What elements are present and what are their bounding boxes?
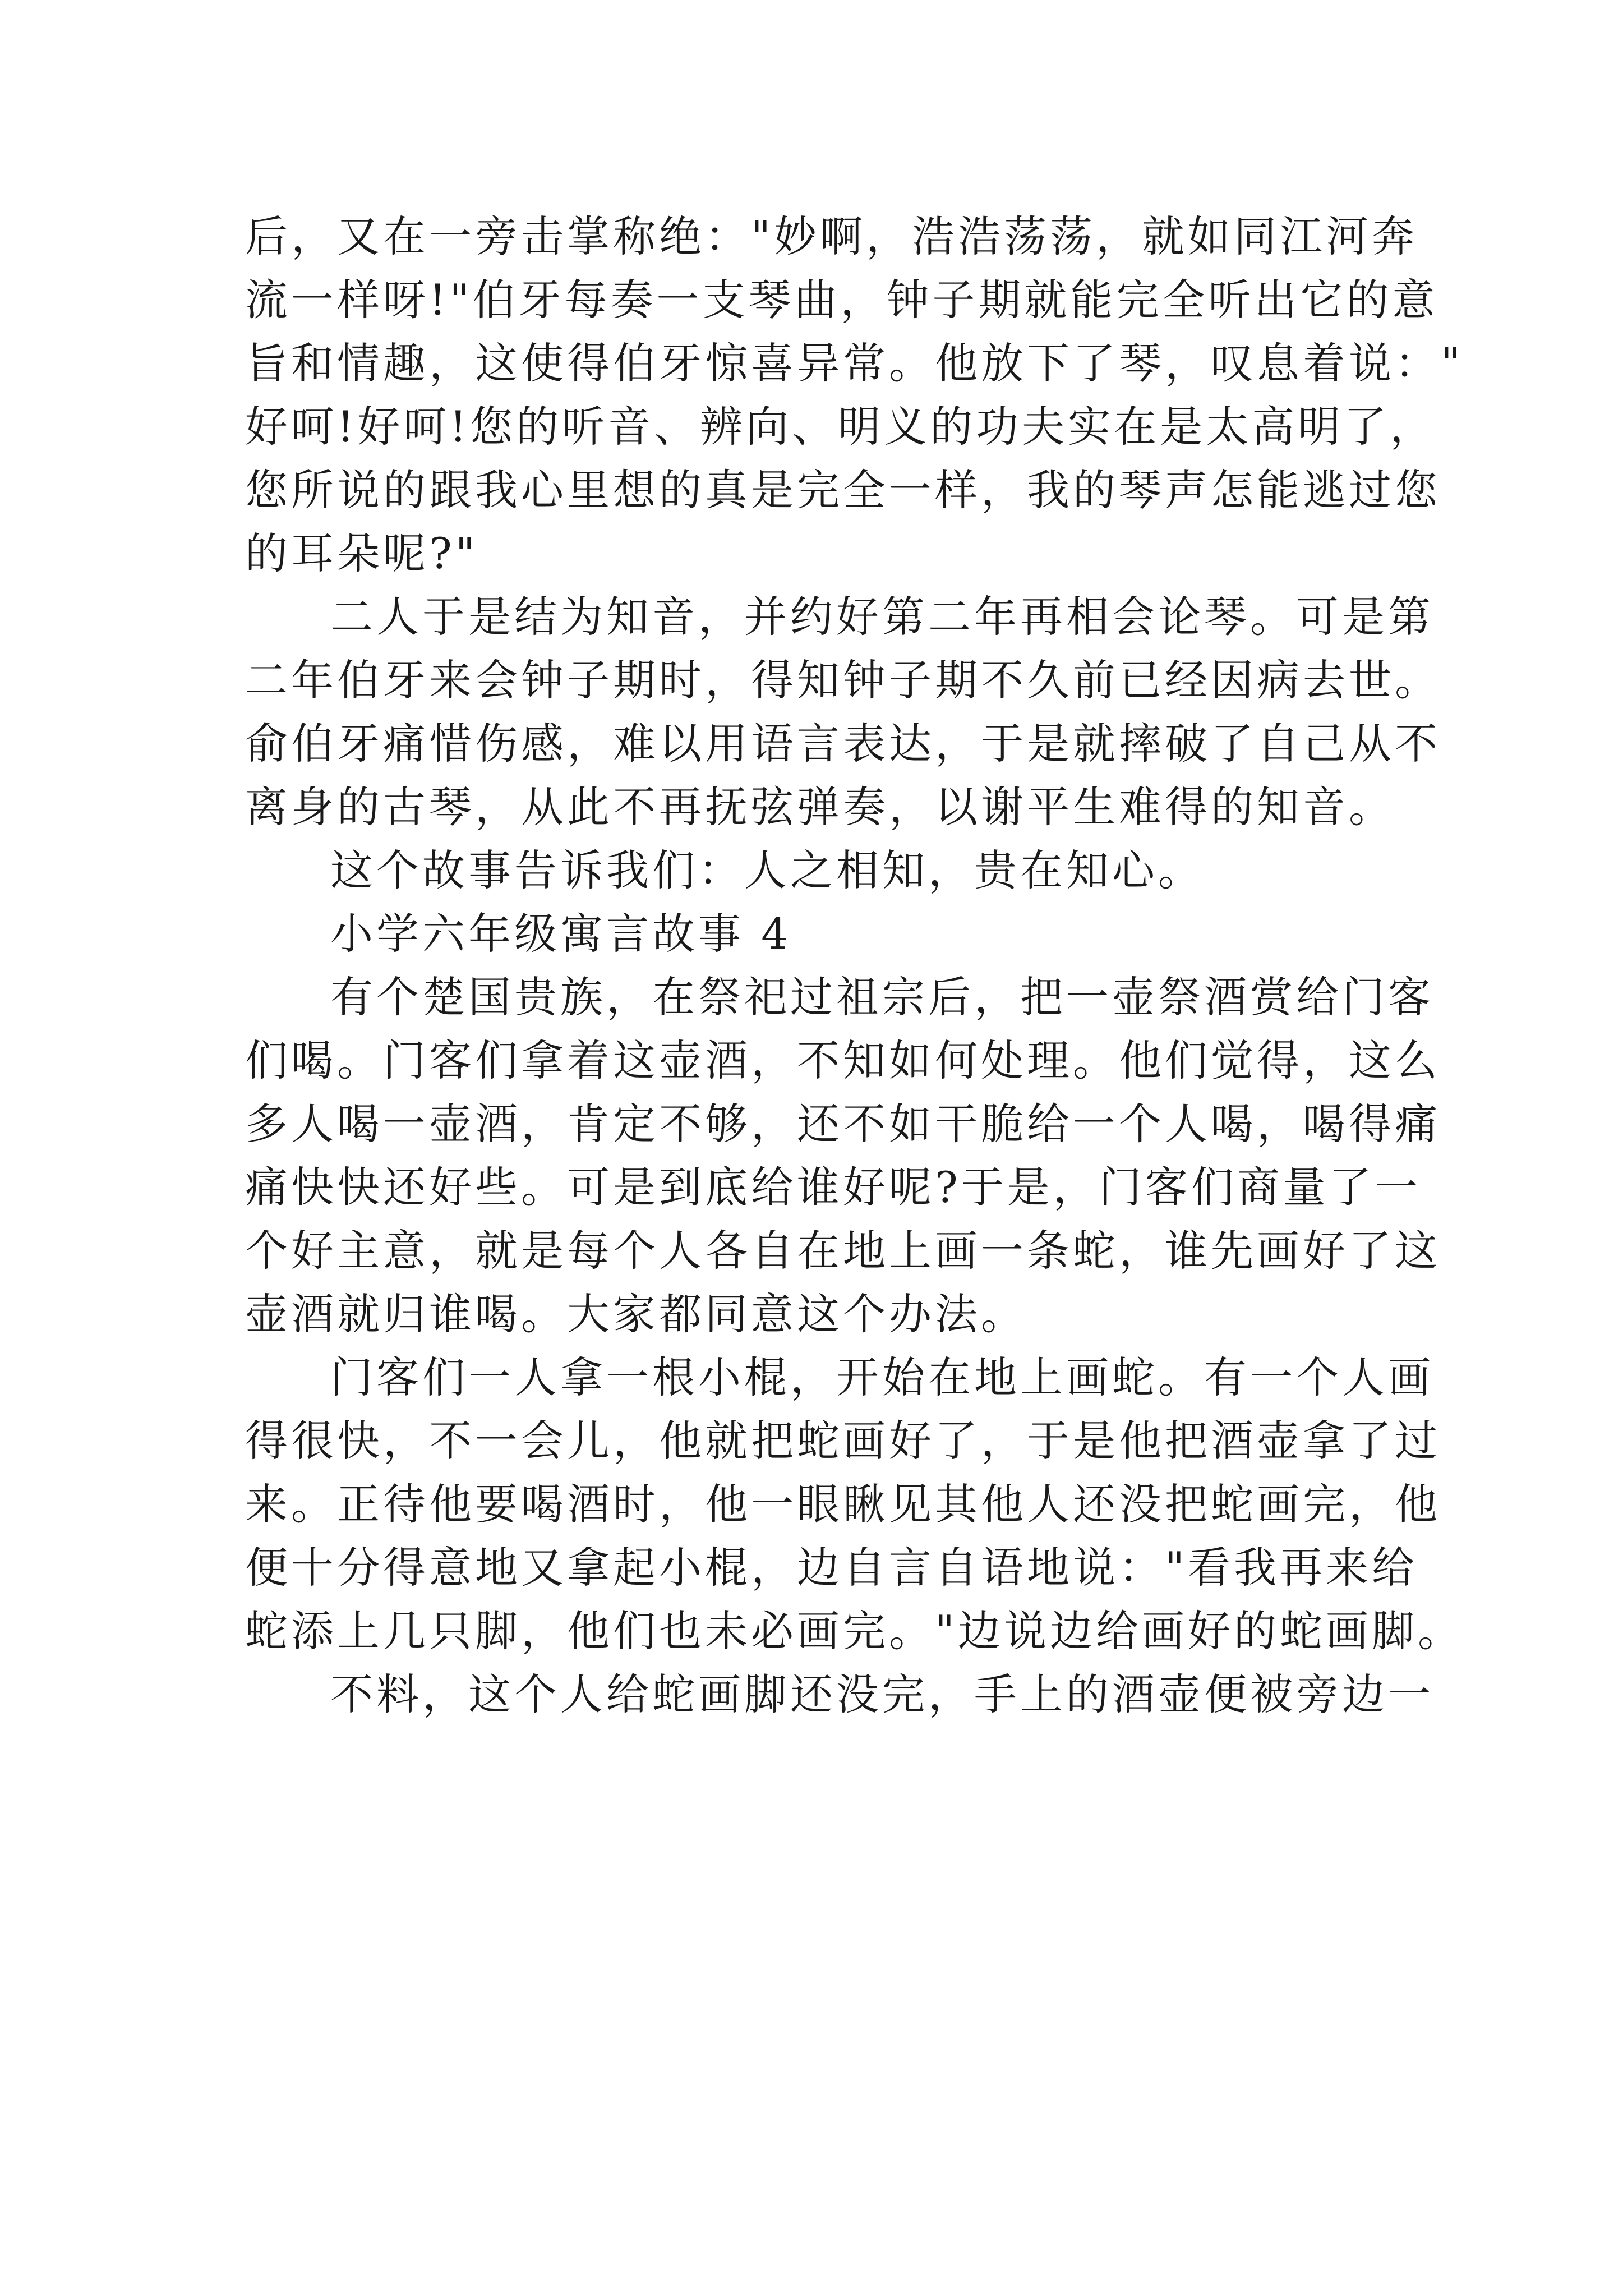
paragraph-start-line: 有个楚国贵族，在祭祀过祖宗后，把一壶祭酒赏给门客 bbox=[330, 972, 1434, 1022]
paragraph-start-line: 二人于是结为知音，并约好第二年再相会论琴。可是第 bbox=[330, 592, 1434, 642]
text-line: 的耳朵呢?" bbox=[245, 528, 478, 578]
paragraph-start-line: 门客们一人拿一根小棍，开始在地上画蛇。有一个人画 bbox=[330, 1352, 1434, 1402]
text-line: 蛇添上几只脚，他们也未必画完。"边说边给画好的蛇画脚。 bbox=[245, 1606, 1464, 1656]
text-line: 个好主意，就是每个人各自在地上画一条蛇，谁先画好了这 bbox=[245, 1226, 1441, 1276]
body-text bbox=[245, 205, 1464, 1726]
text-line: 多人喝一壶酒，肯定不够，还不如干脆给一个人喝，喝得痛 bbox=[245, 1099, 1441, 1149]
text-line: 来。正待他要喝酒时，他一眼瞅见其他人还没把蛇画完，他 bbox=[245, 1479, 1441, 1529]
text-line: 您所说的跟我心里想的真是完全一样，我的琴声怎能逃过您 bbox=[245, 465, 1441, 515]
text-line: 离身的古琴，从此不再抚弦弹奏，以谢平生难得的知音。 bbox=[245, 782, 1395, 832]
text-line: 壶酒就归谁喝。大家都同意这个办法。 bbox=[245, 1289, 1027, 1339]
text-line: 们喝。门客们拿着这壶酒，不知如何处理。他们觉得，这么 bbox=[245, 1036, 1441, 1085]
text-line: 二年伯牙来会钟子期时，得知钟子期不久前已经因病去世。 bbox=[245, 655, 1441, 705]
text-line: 便十分得意地又拿起小棍，边自言自语地说："看我再来给 bbox=[245, 1543, 1418, 1593]
text-line: 俞伯牙痛惜伤感，难以用语言表达，于是就摔破了自己从不 bbox=[245, 719, 1441, 769]
paragraph-start-line: 这个故事告诉我们：人之相知，贵在知心。 bbox=[330, 845, 1204, 895]
paragraph-start-line: 不料，这个人给蛇画脚还没完，手上的酒壶便被旁边一 bbox=[330, 1669, 1434, 1719]
text-line: 痛快快还好些。可是到底给谁好呢?于是，门客们商量了一 bbox=[245, 1162, 1421, 1212]
text-line: 好呵!好呵!您的听音、辨向、明义的功夫实在是太高明了， bbox=[245, 402, 1436, 452]
text-line: 旨和情趣，这使得伯牙惊喜异常。他放下了琴，叹息着说：" bbox=[245, 338, 1464, 388]
text-line: 后，又在一旁击掌称绝："妙啊，浩浩荡荡，就如同江河奔 bbox=[245, 211, 1418, 261]
section-heading: 小学六年级寓言故事 4 bbox=[330, 909, 792, 959]
text-line: 得很快，不一会儿，他就把蛇画好了，于是他把酒壶拿了过 bbox=[245, 1416, 1441, 1466]
text-line: 流一样呀!"伯牙每奏一支琴曲，钟子期就能完全听出它的意 bbox=[245, 275, 1438, 325]
